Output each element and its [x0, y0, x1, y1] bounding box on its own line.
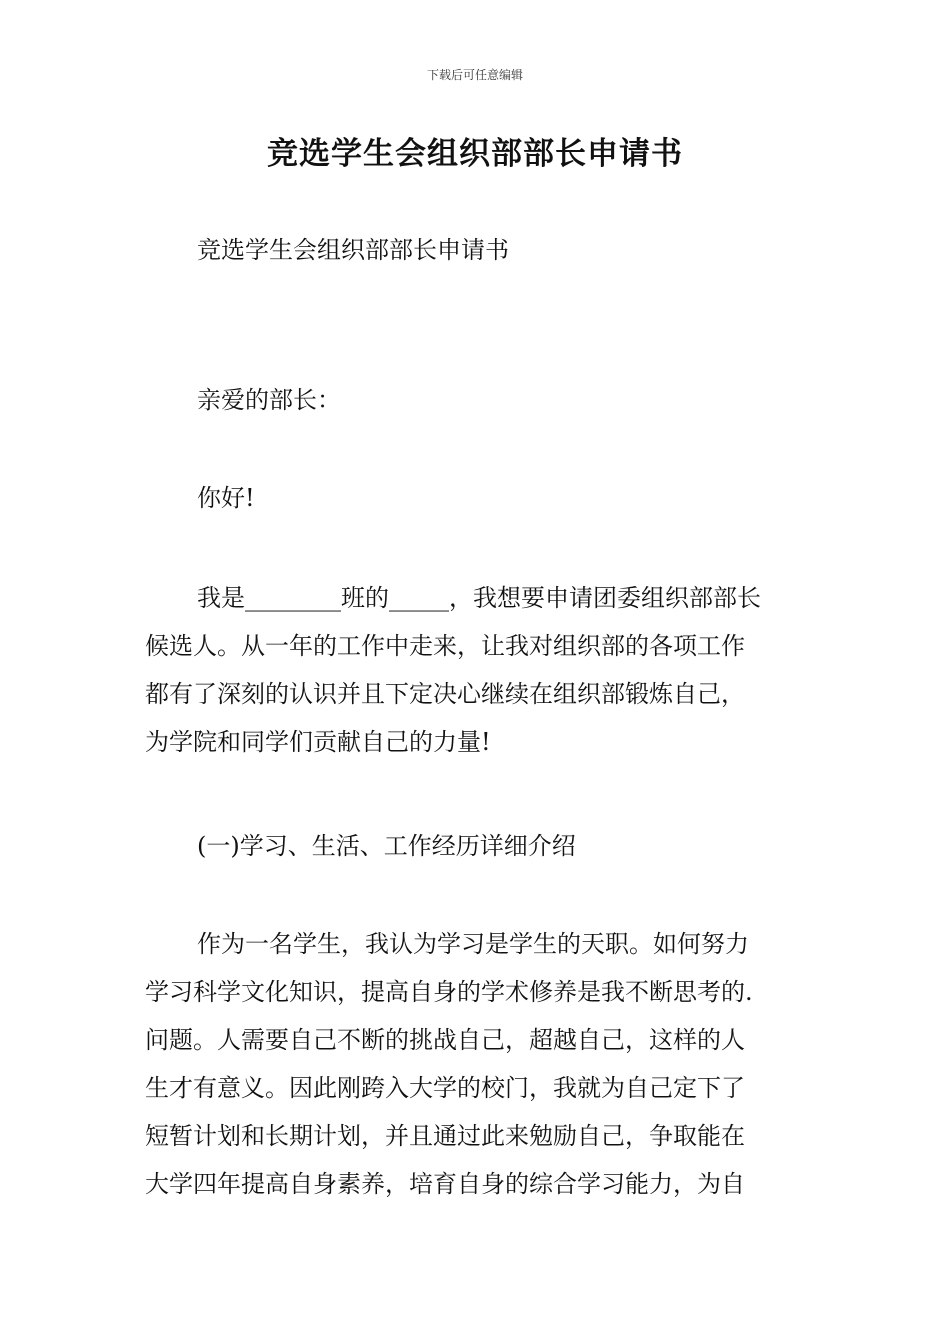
- greeting-paragraph: [145, 474, 810, 522]
- study-line: 生才有意义。因此刚跨入大学的校门，我就为自己定下了: [145, 1074, 745, 1102]
- salutation-paragraph: [145, 376, 810, 424]
- intro-line: 为学院和同学们贡献自己的力量!: [145, 728, 491, 756]
- subtitle-line: 竞选学生会组织部部长申请书: [197, 236, 509, 264]
- study-paragraph: [145, 920, 810, 1208]
- salutation-line: 亲爱的部长：: [197, 386, 341, 414]
- intro-line: 我是________班的_____，我想要申请团委组织部部长: [197, 584, 761, 612]
- document-title: 竞选学生会组织部部长申请书: [267, 136, 683, 172]
- study-line: 作为一名学生，我认为学习是学生的天职。如何努力: [197, 930, 749, 958]
- study-line: 学习科学文化知识，提高自身的学术修养是我不断思考的.: [145, 978, 753, 1006]
- study-line: 大学四年提高自身素养，培育自身的综合学习能力，为自: [145, 1170, 745, 1198]
- subtitle-paragraph: [145, 226, 810, 274]
- header-note: 下载后可任意编辑: [426, 68, 523, 82]
- section-heading-paragraph: [145, 822, 810, 870]
- intro-paragraph: [145, 574, 810, 766]
- section-heading: (一)学习、生活、工作经历详细介绍: [197, 832, 576, 860]
- intro-line: 候选人。从一年的工作中走来，让我对组织部的各项工作: [145, 632, 745, 660]
- greeting-line: 你好!: [197, 484, 255, 512]
- study-line: 短暂计划和长期计划，并且通过此来勉励自己，争取能在: [145, 1122, 745, 1150]
- study-line: 问题。人需要自己不断的挑战自己，超越自己，这样的人: [145, 1026, 745, 1054]
- intro-line: 都有了深刻的认识并且下定决心继续在组织部锻炼自己，: [145, 680, 745, 708]
